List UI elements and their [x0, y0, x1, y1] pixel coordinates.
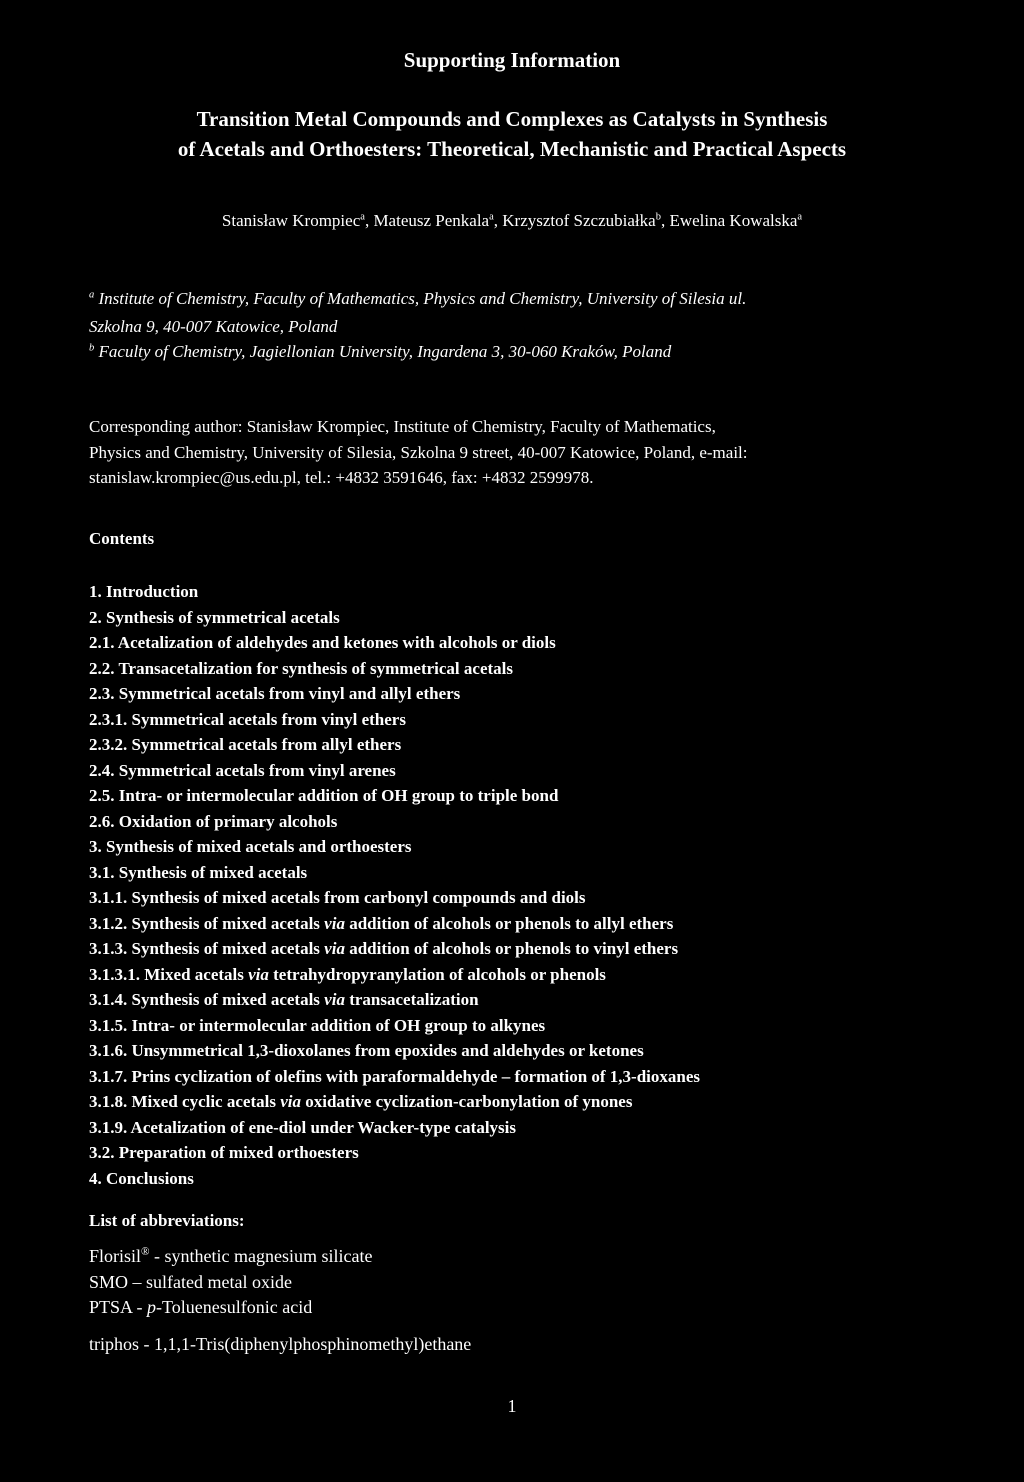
toc-item [89, 885, 700, 911]
page-number: 1 [507, 1396, 517, 1416]
toc-item [89, 681, 700, 707]
author-name: Stanisław Krompiec [221, 211, 361, 230]
toc-item [89, 1166, 700, 1192]
author-separator: , [493, 211, 503, 230]
abbreviation-definition: -Toluenesulfonic acid [156, 1297, 313, 1317]
affiliation-a-line-1: Institute of Chemistry, Faculty of Mathematics, Physics and Chemistry, University of Silesia ul. [98, 289, 747, 308]
toc-item [89, 1064, 700, 1090]
author-list [0, 211, 1024, 231]
toc-item [89, 1115, 700, 1141]
toc-item [89, 783, 700, 809]
toc-item-text: 3.1.1. Synthesis of mixed acetals from carbonyl compounds and diols [89, 888, 586, 907]
toc-item [89, 860, 700, 886]
abbreviations-heading: List of abbreviations: [89, 1211, 245, 1230]
toc-item-via: via [324, 990, 345, 1009]
registered-mark: ® [141, 1246, 150, 1258]
toc-item-text-end: oxidative cyclization-carbonylation of ynones [300, 1092, 633, 1111]
toc-item [89, 962, 700, 988]
toc-item-via: via [280, 1092, 301, 1111]
toc-item [89, 987, 700, 1013]
toc-item [89, 579, 700, 605]
toc-item-text: 2.3.2. Symmetrical acetals from allyl ethers [89, 735, 402, 754]
paper-title-line-2: of Acetals and Orthoesters: Theoretical, Mechanistic and Practical Aspects [177, 137, 847, 161]
toc-item-text-end: addition of alcohols or phenols to vinyl ethers [344, 939, 679, 958]
author-affiliation-mark: b [655, 211, 661, 223]
affiliation-a [89, 289, 746, 309]
toc-item-text: 2.3. Symmetrical acetals from vinyl and allyl ethers [89, 684, 461, 703]
toc-item-text: 2.1. Acetalization of aldehydes and ketones with alcohols or diols [89, 633, 556, 652]
corresponding-author-line-1: Corresponding author: Stanisław Krompiec, Institute of Chemistry, Faculty of Mathematics, [89, 417, 716, 436]
author-name: Krzysztof Szczubiałka [502, 211, 656, 230]
toc-item [89, 758, 700, 784]
toc-item-text: 3.1.3.1. Mixed acetals [89, 964, 249, 984]
toc-item-text: 2.4. Symmetrical acetals from vinyl arenes [89, 760, 396, 780]
toc-item [89, 732, 700, 758]
abbreviation-florisil [89, 1246, 372, 1267]
abbreviation-term: PTSA - [89, 1297, 148, 1317]
corresponding-author-line-3: stanislaw.krompiec@us.edu.pl, tel.: +4832 3591646, fax: +4832 2599978. [89, 468, 594, 487]
toc-item-text-end: addition of alcohols or phenols to allyl ethers [344, 913, 674, 933]
toc-item-text: 2.6. Oxidation of primary alcohols [89, 811, 338, 831]
abbreviation-smo: SMO – sulfated metal oxide [89, 1272, 292, 1292]
affiliation-a-mark: a [89, 289, 95, 301]
toc-item [89, 1013, 700, 1039]
toc-item [89, 630, 700, 656]
toc-item-text-end: transacetalization [344, 990, 479, 1009]
affiliation-b-line: Faculty of Chemistry, Jagiellonian University, Ingardena 3, 30-060 Kraków, Poland [98, 342, 672, 361]
corresponding-author-line-2: Physics and Chemistry, University of Silesia, Szkolna 9 street, 40-007 Katowice, Poland, e-mail: [89, 443, 748, 462]
abbreviation-italic-prefix: p [147, 1297, 157, 1317]
toc-item [89, 936, 700, 962]
toc-item-text: 3.2. Preparation of mixed orthoesters [89, 1143, 359, 1162]
author-separator: , [660, 211, 670, 230]
toc-item [89, 1038, 700, 1064]
table-of-contents [89, 579, 700, 1191]
affiliation-b-mark: b [89, 342, 95, 354]
toc-item [89, 1140, 700, 1166]
author-affiliation-mark: a [797, 211, 803, 223]
toc-item-text: 1. Introduction [89, 582, 199, 601]
toc-item [89, 707, 700, 733]
toc-item-via: via [324, 913, 345, 933]
toc-item-text: 3.1. Synthesis of mixed acetals [89, 862, 308, 882]
toc-item-text: 3. Synthesis of mixed acetals and orthoesters [89, 837, 412, 856]
toc-item-text: 3.1.9. Acetalization of ene-diol under Wacker-type catalysis [89, 1117, 517, 1137]
toc-item-text: 2. Synthesis of symmetrical acetals [89, 607, 340, 627]
toc-item-text: 2.5. Intra- or intermolecular addition of OH group to triple bond [89, 786, 559, 805]
toc-item-via: via [248, 964, 269, 984]
toc-item [89, 834, 700, 860]
supporting-information-heading: Supporting Information [403, 48, 621, 72]
author-name: Mateusz Penkala [373, 211, 490, 230]
toc-item-via: via [324, 939, 345, 958]
toc-item-text: 2.3.1. Symmetrical acetals from vinyl ethers [89, 709, 406, 729]
abbreviation-term: Florisil [89, 1246, 142, 1266]
affiliation-b [89, 342, 671, 362]
toc-item-text: 3.1.2. Synthesis of mixed acetals [89, 913, 325, 933]
toc-item-text-end: tetrahydropyranylation of alcohols or phenols [268, 964, 606, 984]
author-affiliation-mark: a [489, 211, 494, 223]
abbreviation-ptsa [89, 1297, 312, 1318]
author-separator: , [364, 211, 374, 230]
toc-item-text: 3.1.6. Unsymmetrical 1,3-dioxolanes from epoxides and aldehydes or ketones [89, 1041, 644, 1060]
toc-item-text: 3.1.4. Synthesis of mixed acetals [89, 990, 325, 1009]
contents-heading: Contents [89, 529, 155, 548]
affiliation-a-line-2: Szkolna 9, 40-007 Katowice, Poland [89, 317, 338, 336]
toc-item-text: 3.1.8. Mixed cyclic acetals [89, 1092, 281, 1111]
paper-title-line-1: Transition Metal Compounds and Complexes as Catalysts in Synthesis [196, 107, 828, 131]
author-name: Ewelina Kowalska [669, 211, 798, 230]
abbreviation-definition: - synthetic magnesium silicate [149, 1246, 373, 1266]
toc-item-text: 3.1.7. Prins cyclization of olefins with paraformaldehyde – formation of 1,3-dioxanes [89, 1066, 701, 1086]
toc-item [89, 911, 700, 937]
toc-item-text: 3.1.5. Intra- or intermolecular addition of OH group to alkynes [89, 1015, 546, 1035]
toc-item [89, 605, 700, 631]
author-affiliation-mark: a [360, 211, 365, 223]
toc-item-text: 4. Conclusions [89, 1168, 194, 1188]
toc-item [89, 656, 700, 682]
abbreviation-triphos: triphos - 1,1,1-Tris(diphenylphosphinomethyl)ethane [89, 1334, 472, 1354]
toc-item [89, 1089, 700, 1115]
toc-item-text: 3.1.3. Synthesis of mixed acetals [89, 939, 325, 958]
toc-item [89, 809, 700, 835]
toc-item-text: 2.2. Transacetalization for synthesis of symmetrical acetals [89, 658, 513, 678]
